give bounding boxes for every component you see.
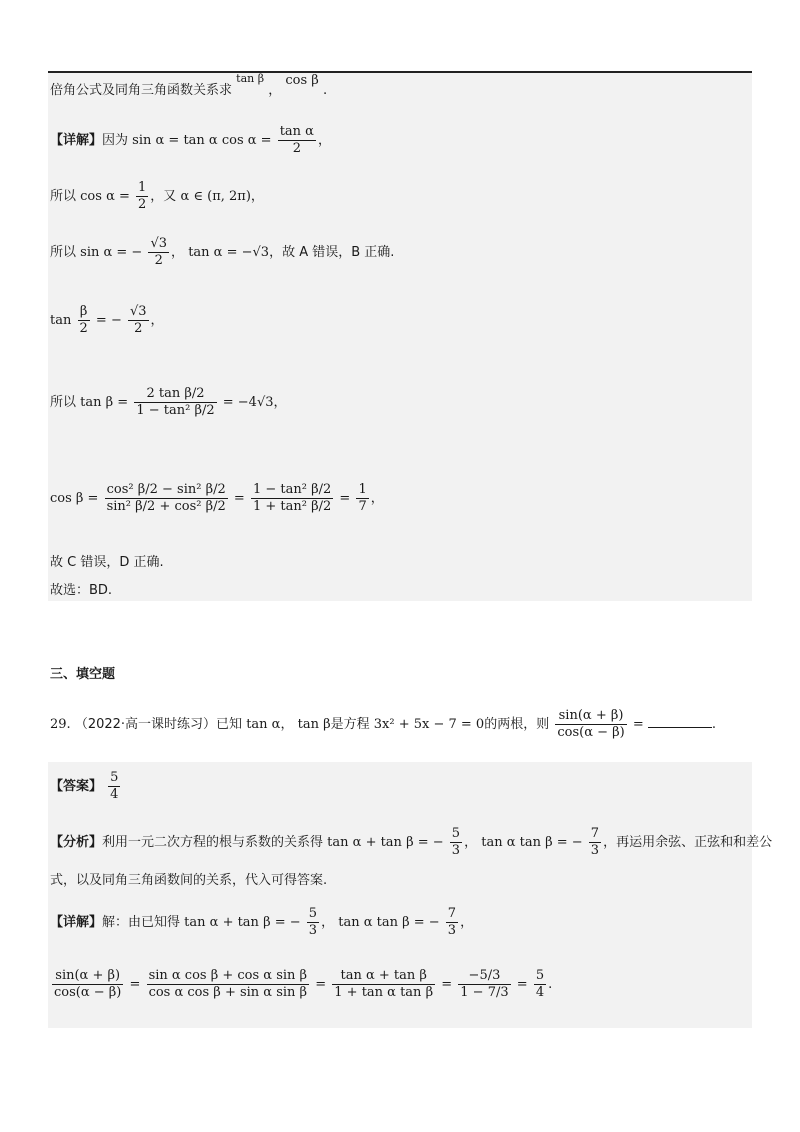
fraction: $\frac{7}{3}$ [447, 906, 457, 938]
fraction: $\frac{1}{7}$ [358, 482, 367, 514]
section-title: 三、填空题 [50, 667, 116, 682]
fraction: $\frac{7}{3}$ [590, 826, 600, 858]
question-29: 29. （2022·高一课时练习）已知 tan α， tan β是方程 3x² + 5x − 7 = 0的两根，则 $\frac{\sin(\alpha + \beta)}{\cos(\alpha - \beta)}$ = . [50, 708, 717, 740]
fraction: $\frac{\text{sin α cos β + cos α sin β}}{\text{cos α cos β + sin α sin β}}$ [148, 968, 308, 1000]
fraction: $\frac{√3}{2}$ [129, 304, 147, 336]
sol28-detail: 【详解】因为 sin α = tan α cos α = $\frac{\text{tan α}}{2}$ ， [50, 124, 331, 156]
fraction: $\frac{\text{cos² β/2 − sin² β/2}}{\text{sin² β/2 + cos² β/2}}$ [106, 482, 226, 514]
fraction: $\frac{√3}{2}$ [150, 236, 168, 268]
sol28-cos: 所以 cos α = $\frac{1}{2}$ ，又 α ∈ (π, 2π)， [50, 180, 264, 212]
detail-29: 【详解】解：由已知得 tan α + tan β = − $\frac{5}{3}$ ， tan α tan β = − $\frac{7}{3}$ ， [50, 906, 474, 938]
fraction: $\frac{5}{3}$ [451, 826, 461, 858]
sol28-double: 所以 tan β = $\frac{\text{2 tan β/2}}{\text{1 − tan² β/2}}$ = −4√3， [50, 386, 287, 418]
analysis-29: 【分析】利用一元二次方程的根与系数的关系得 tan α + tan β = − $\frac{5}{3}$ ， tan α tan β = − $\frac{7}{3}$ ，再运用余弦、正弦和和差公 [50, 826, 773, 858]
fraction: $\frac{\sin(\alpha + \beta)}{\cos(\alpha - \beta)}$ [557, 708, 625, 740]
answer-29: 【答案】 $\frac{5}{4}$ [50, 770, 119, 802]
fraction: $\frac{5}{3}$ [308, 906, 318, 938]
fraction: $\frac{\text{2 tan β/2}}{\text{1 − tan² β/2}}$ [136, 386, 215, 418]
sol28-choice: 故选：BD. [50, 583, 113, 598]
sol28-cosb: cos β = $\frac{\text{cos² β/2 − sin² β/2}}{\text{sin² β/2 + cos² β/2}}$ = $\frac{\text{1 − tan² β/2}}{\text{1 + tan² β/2}}$ = $\frac{1}{7}$ ， [50, 482, 384, 514]
fraction: $\frac{1}{2}$ [138, 180, 147, 212]
fraction: $\frac{\beta}{2}$ [79, 304, 88, 336]
fraction: $\frac{\text{tan α}}{2}$ [279, 124, 314, 156]
fraction: $\frac{\text{1 − tan² β/2}}{\text{1 + tan² β/2}}$ [252, 482, 332, 514]
sol28-half: tan $\frac{\beta}{2}$ = − $\frac{√3}{2}$ ， [50, 304, 164, 336]
sol28-conclusion: 故 C 错误，D 正确. [50, 555, 164, 570]
answer-blank [648, 717, 712, 728]
fraction: $\frac{5}{4}$ [110, 770, 119, 802]
fraction: $\frac{5}{4}$ [535, 968, 545, 1000]
analysis-29-cont: 式，以及同角三角函数间的关系，代入可得答案. [50, 873, 328, 888]
sol28-line1: 倍角公式及同角三角函数关系求 $^{tan \beta}$ ， cos β . [50, 72, 328, 98]
fraction: $\frac{-5/3}{1 - 7/3}$ [460, 968, 509, 1000]
sol28-sin: 所以 sin α = − $\frac{√3}{2}$ ， tan α = −√3，故 A 错误，B 正确. [50, 236, 395, 268]
detail-29-final: $\frac{\sin(\alpha + \beta)}{\cos(\alpha - \beta)}$ = $\frac{\text{sin α cos β + cos α sin β}}{\text{cos α cos β + sin α sin β}}$ = $\frac{\text{tan α + tan β}}{\text{1 + tan α tan β}}$ = $\frac{-5/3}{1 - 7/3}$ = $\frac{5}{4}$ . [54, 968, 553, 1000]
fraction: $\frac{\sin(\alpha + \beta)}{\cos(\alpha - \beta)}$ [54, 968, 122, 1000]
fraction: $\frac{\text{tan α + tan β}}{\text{1 + tan α tan β}}$ [334, 968, 434, 1000]
